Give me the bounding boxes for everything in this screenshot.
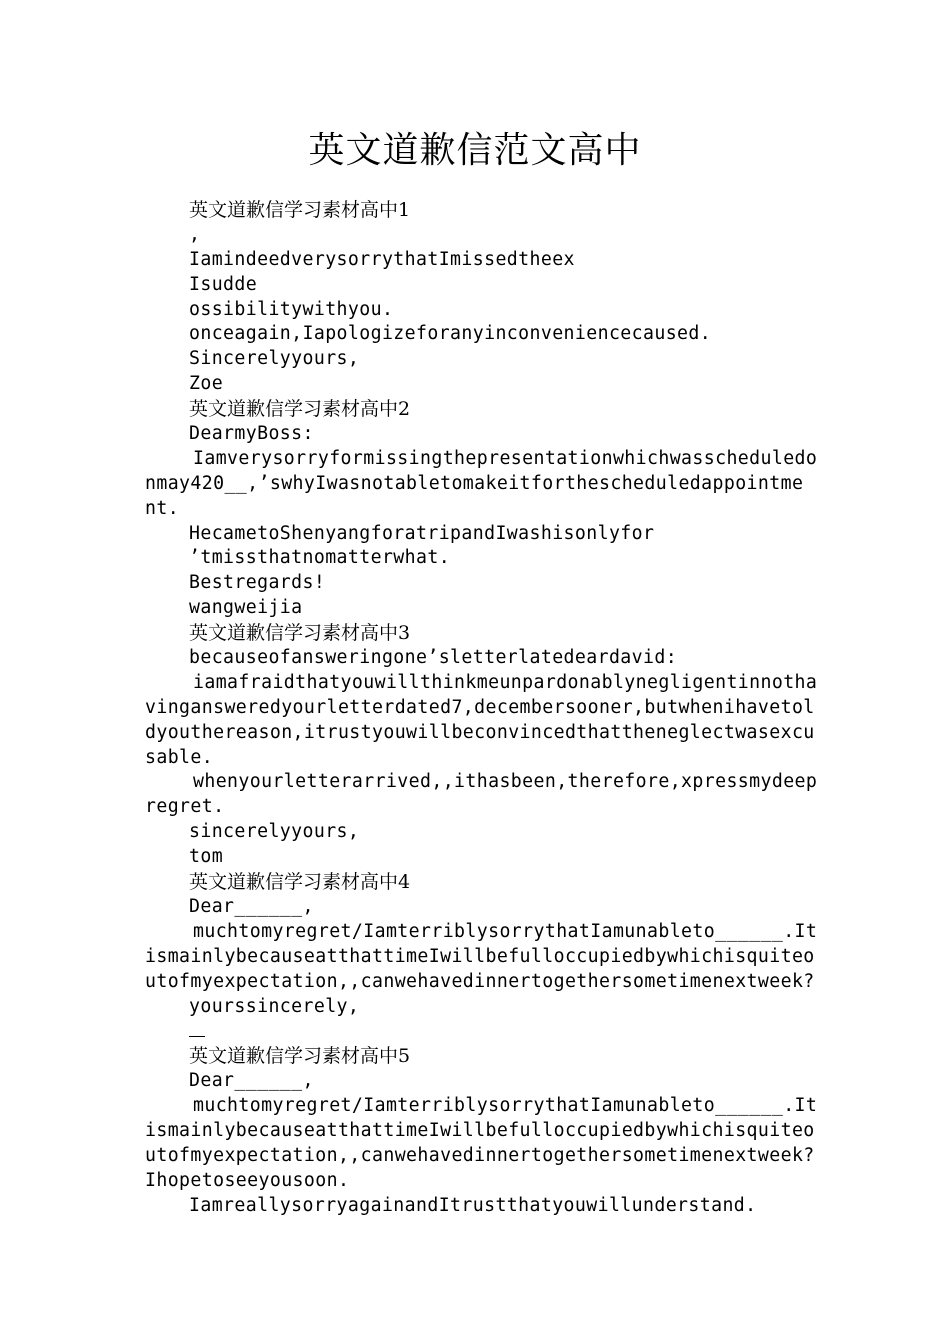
page-title: 英文道歉信范文高中 bbox=[308, 130, 642, 171]
text-line: ismainlybecauseatthattimeIwillbefulloccupiedbywhichisquiteo bbox=[145, 945, 815, 967]
document-body bbox=[145, 198, 818, 1219]
text-line: Isudde bbox=[189, 273, 258, 295]
text-line: Bestregards! bbox=[189, 572, 326, 594]
text-line: onceagain,Iapologizeforanyinconveniencecaused. bbox=[189, 323, 712, 345]
text-line: becauseofansweringone’sletterlatedeardavid: bbox=[189, 647, 678, 669]
text-line: sincerelyyours, bbox=[189, 821, 360, 843]
section-heading: 英文道歉信学习素材高中1 bbox=[189, 199, 411, 221]
text-line: wangweijia bbox=[189, 597, 303, 619]
text-line: whenyourletterarrived,,ithasbeen,therefore,xpressmydeep bbox=[193, 771, 818, 793]
text-line: vingansweredyourletterdated7,decembersooner,butwhenihavetol bbox=[145, 696, 815, 718]
text-line: Ihopetoseeyousoon. bbox=[145, 1169, 350, 1191]
text-line: dyouthereason,itrustyouwillbeconvincedthattheneglectwasexcu bbox=[145, 721, 815, 743]
text-line: iamafraidthatyouwillthinkmeunpardonablynegligentinnotha bbox=[193, 671, 818, 693]
text-line: Sincerelyyours, bbox=[189, 348, 360, 370]
text-line: utofmyexpectation,,canwehavedinnertogethersometimenextweek? bbox=[145, 1144, 815, 1166]
text-line: Dear______, bbox=[189, 895, 314, 917]
text-line: Iamverysorryformissingthepresentationwhichwasscheduledo bbox=[193, 447, 818, 469]
text-line: utofmyexpectation,,canwehavedinnertogethersometimenextweek? bbox=[145, 970, 815, 992]
text-line: DearmyBoss: bbox=[189, 423, 314, 445]
text-line: Dear______, bbox=[189, 1070, 314, 1092]
text-line: muchtomyregret/IamterriblysorrythatIamunableto______.It bbox=[193, 920, 818, 942]
text-line: IamindeedverysorrythatImissedtheex bbox=[189, 248, 575, 270]
signature-rule bbox=[189, 1036, 205, 1037]
text-line: muchtomyregret/IamterriblysorrythatIamunableto______.It bbox=[193, 1095, 818, 1117]
section-heading: 英文道歉信学习素材高中5 bbox=[189, 1045, 411, 1068]
text-line: ismainlybecauseatthattimeIwillbefulloccupiedbywhichisquiteo bbox=[145, 1119, 815, 1141]
text-line: Zoe bbox=[189, 373, 224, 395]
text-line: IamreallysorryagainandItrustthatyouwillunderstand. bbox=[189, 1194, 757, 1216]
text-line: tom bbox=[189, 846, 224, 868]
text-line: yourssincerely, bbox=[189, 995, 360, 1017]
text-line: regret. bbox=[145, 796, 225, 818]
text-line: HecametoShenyangforatripandIwashisonlyfor bbox=[189, 522, 655, 544]
text-line: ossibilitywithyou. bbox=[189, 298, 394, 320]
text-line: , bbox=[189, 223, 201, 245]
text-line: ’tmissthatnomatterwhat. bbox=[189, 547, 451, 569]
section-heading: 英文道歉信学习素材高中3 bbox=[189, 622, 411, 645]
signature-blank bbox=[145, 1019, 808, 1044]
section-heading: 英文道歉信学习素材高中2 bbox=[189, 398, 411, 421]
text-line: nt. bbox=[145, 497, 180, 519]
text-line: sable. bbox=[145, 746, 214, 768]
text-line: nmay420__,’swhyIwasnotabletomakeitforthescheduledappointme bbox=[145, 472, 804, 494]
section-heading: 英文道歉信学习素材高中4 bbox=[189, 871, 411, 894]
